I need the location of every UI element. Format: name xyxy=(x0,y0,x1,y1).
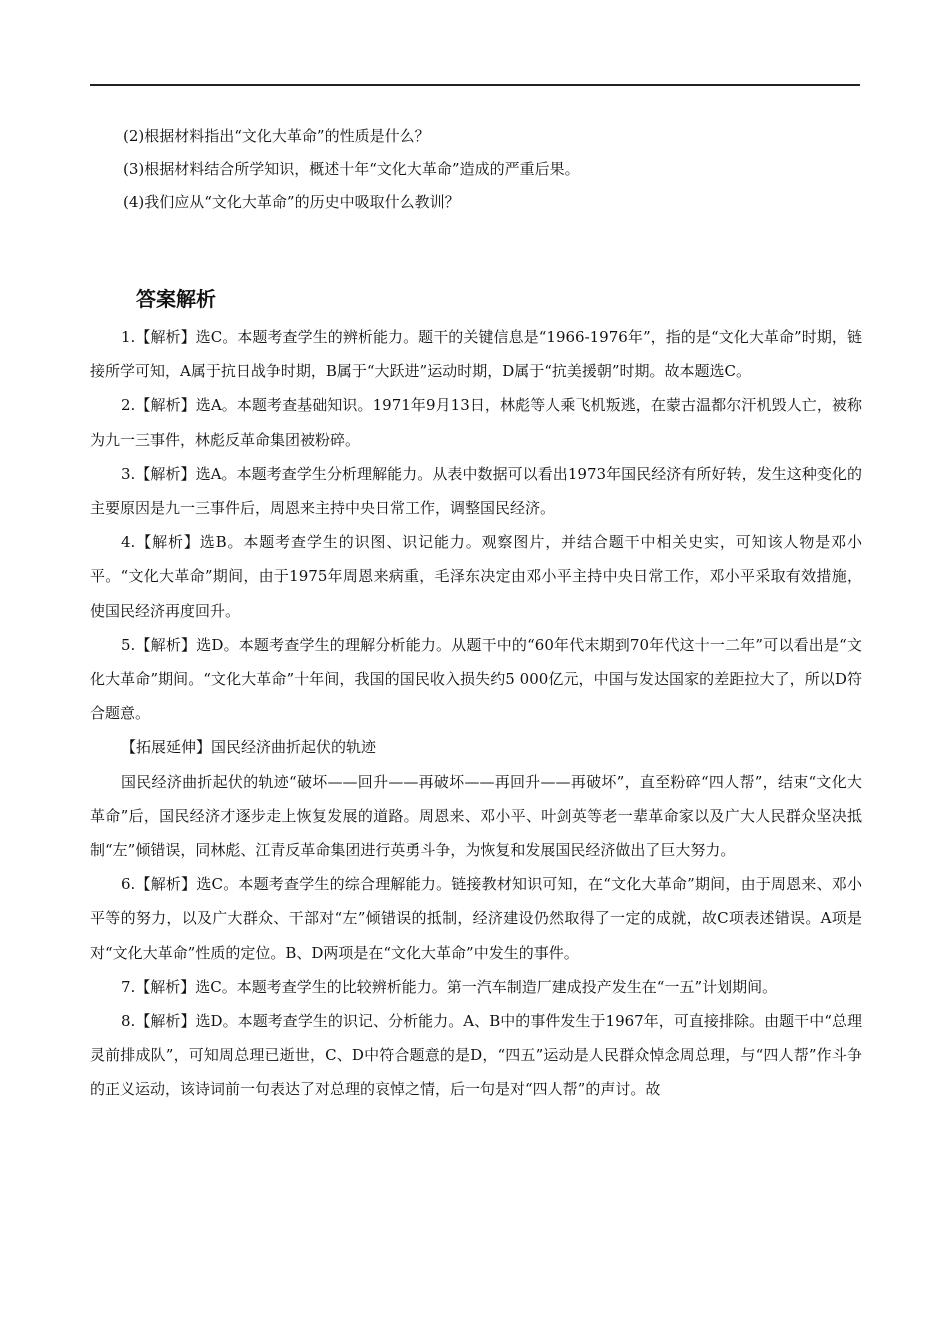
question-4: (4)我们应从“文化大革命”的历史中吸取什么教训？ xyxy=(123,193,460,211)
extension-body: 国民经济曲折起伏的轨迹“破坏——回升——再破坏——再回升——再破坏”，直至粉碎“四人帮”，结束“文化大革命”后，国民经济才逐步走上恢复发展的道路。周恩来、邓小平、叶剑英等老一辈革命家以及广大人民群众坚决抵制“左”倾错误，同林彪、江青反革命集团进行英勇斗争，为恢复和发展国民经济做出了巨大努力。 xyxy=(90,772,862,860)
answer-6: 6.【解析】选C。本题考查学生的综合理解能力。链接教材知识可知，在“文化大革命”期间，由于周恩来、邓小平等的努力，以及广大群众、干部对“左”倾错误的抵制，经济建设仍然取得了一定的成就，故C项表述错误。A项是对“文化大革命”性质的定位。B、D两项是在“文化大革命”中发生的事件。 xyxy=(90,875,862,962)
extension-heading: 【拓展延伸】国民经济曲折起伏的轨迹 xyxy=(121,738,377,757)
question-list xyxy=(123,120,863,219)
question-3: (3)根据材料结合所学知识，概述十年“文化大革命”造成的严重后果。 xyxy=(123,160,580,178)
answer-5: 5.【解析】选D。本题考查学生的理解分析能力。从题干中的“60年代末期到70年代这十一二年”可以看出是“文化大革命”期间。“文化大革命”十年间，我国的国民收入损失约5 000亿元，中国与发达国家的差距拉大了，所以D符合题意。 xyxy=(90,635,862,723)
answer-2: 2.【解析】选A。本题考查基础知识。1971年9月13日，林彪等人乘飞机叛逃，在蒙古温都尔汗机毁人亡，被称为九一三事件，林彪反革命集团被粉碎。 xyxy=(90,396,862,449)
section-title: 答案解析 xyxy=(136,287,216,311)
answer-1: 1.【解析】选C。本题考查学生的辨析能力。题干的关键信息是“1966-1976年”，指的是“文化大革命”时期，链接所学可知，A属于抗日战争时期，B属于“大跃进”运动时期，D属于“抗美援朝”时期。故本题选C。 xyxy=(90,328,862,381)
answer-7: 7.【解析】选C。本题考查学生的比较辨析能力。第一汽车制造厂建成投产发生在“一五”计划期间。 xyxy=(121,977,778,996)
answer-4: 4.【解析】选B。本题考查学生的识图、识记能力。观察图片，并结合题干中相关史实，可知该人物是邓小平。“文化大革命”期间，由于1975年周恩来病重，毛泽东决定由邓小平主持中央日常工作，邓小平采取有效措施，使国民经济再度回升。 xyxy=(90,533,862,620)
answer-8: 8.【解析】选D。本题考查学生的识记、分析能力。A、B中的事件发生于1967年，可直接排除。由题干中“总理灵前排成队”，可知周总理已逝世，C、D中符合题意的是D，“四五”运动是人民群众悼念周总理，与“四人帮”作斗争的正义运动，该诗词前一句表达了对总理的哀悼之情，后一句是对“四人帮”的声讨。故 xyxy=(90,1012,862,1099)
header-rule xyxy=(90,84,860,86)
answer-3: 3.【解析】选A。本题考查学生分析理解能力。从表中数据可以看出1973年国民经济有所好转，发生这种变化的主要原因是九一三事件后，周恩来主持中央日常工作，调整国民经济。 xyxy=(90,464,862,518)
answer-list xyxy=(90,320,862,1107)
question-2: (2)根据材料指出“文化大革命”的性质是什么？ xyxy=(123,127,430,145)
